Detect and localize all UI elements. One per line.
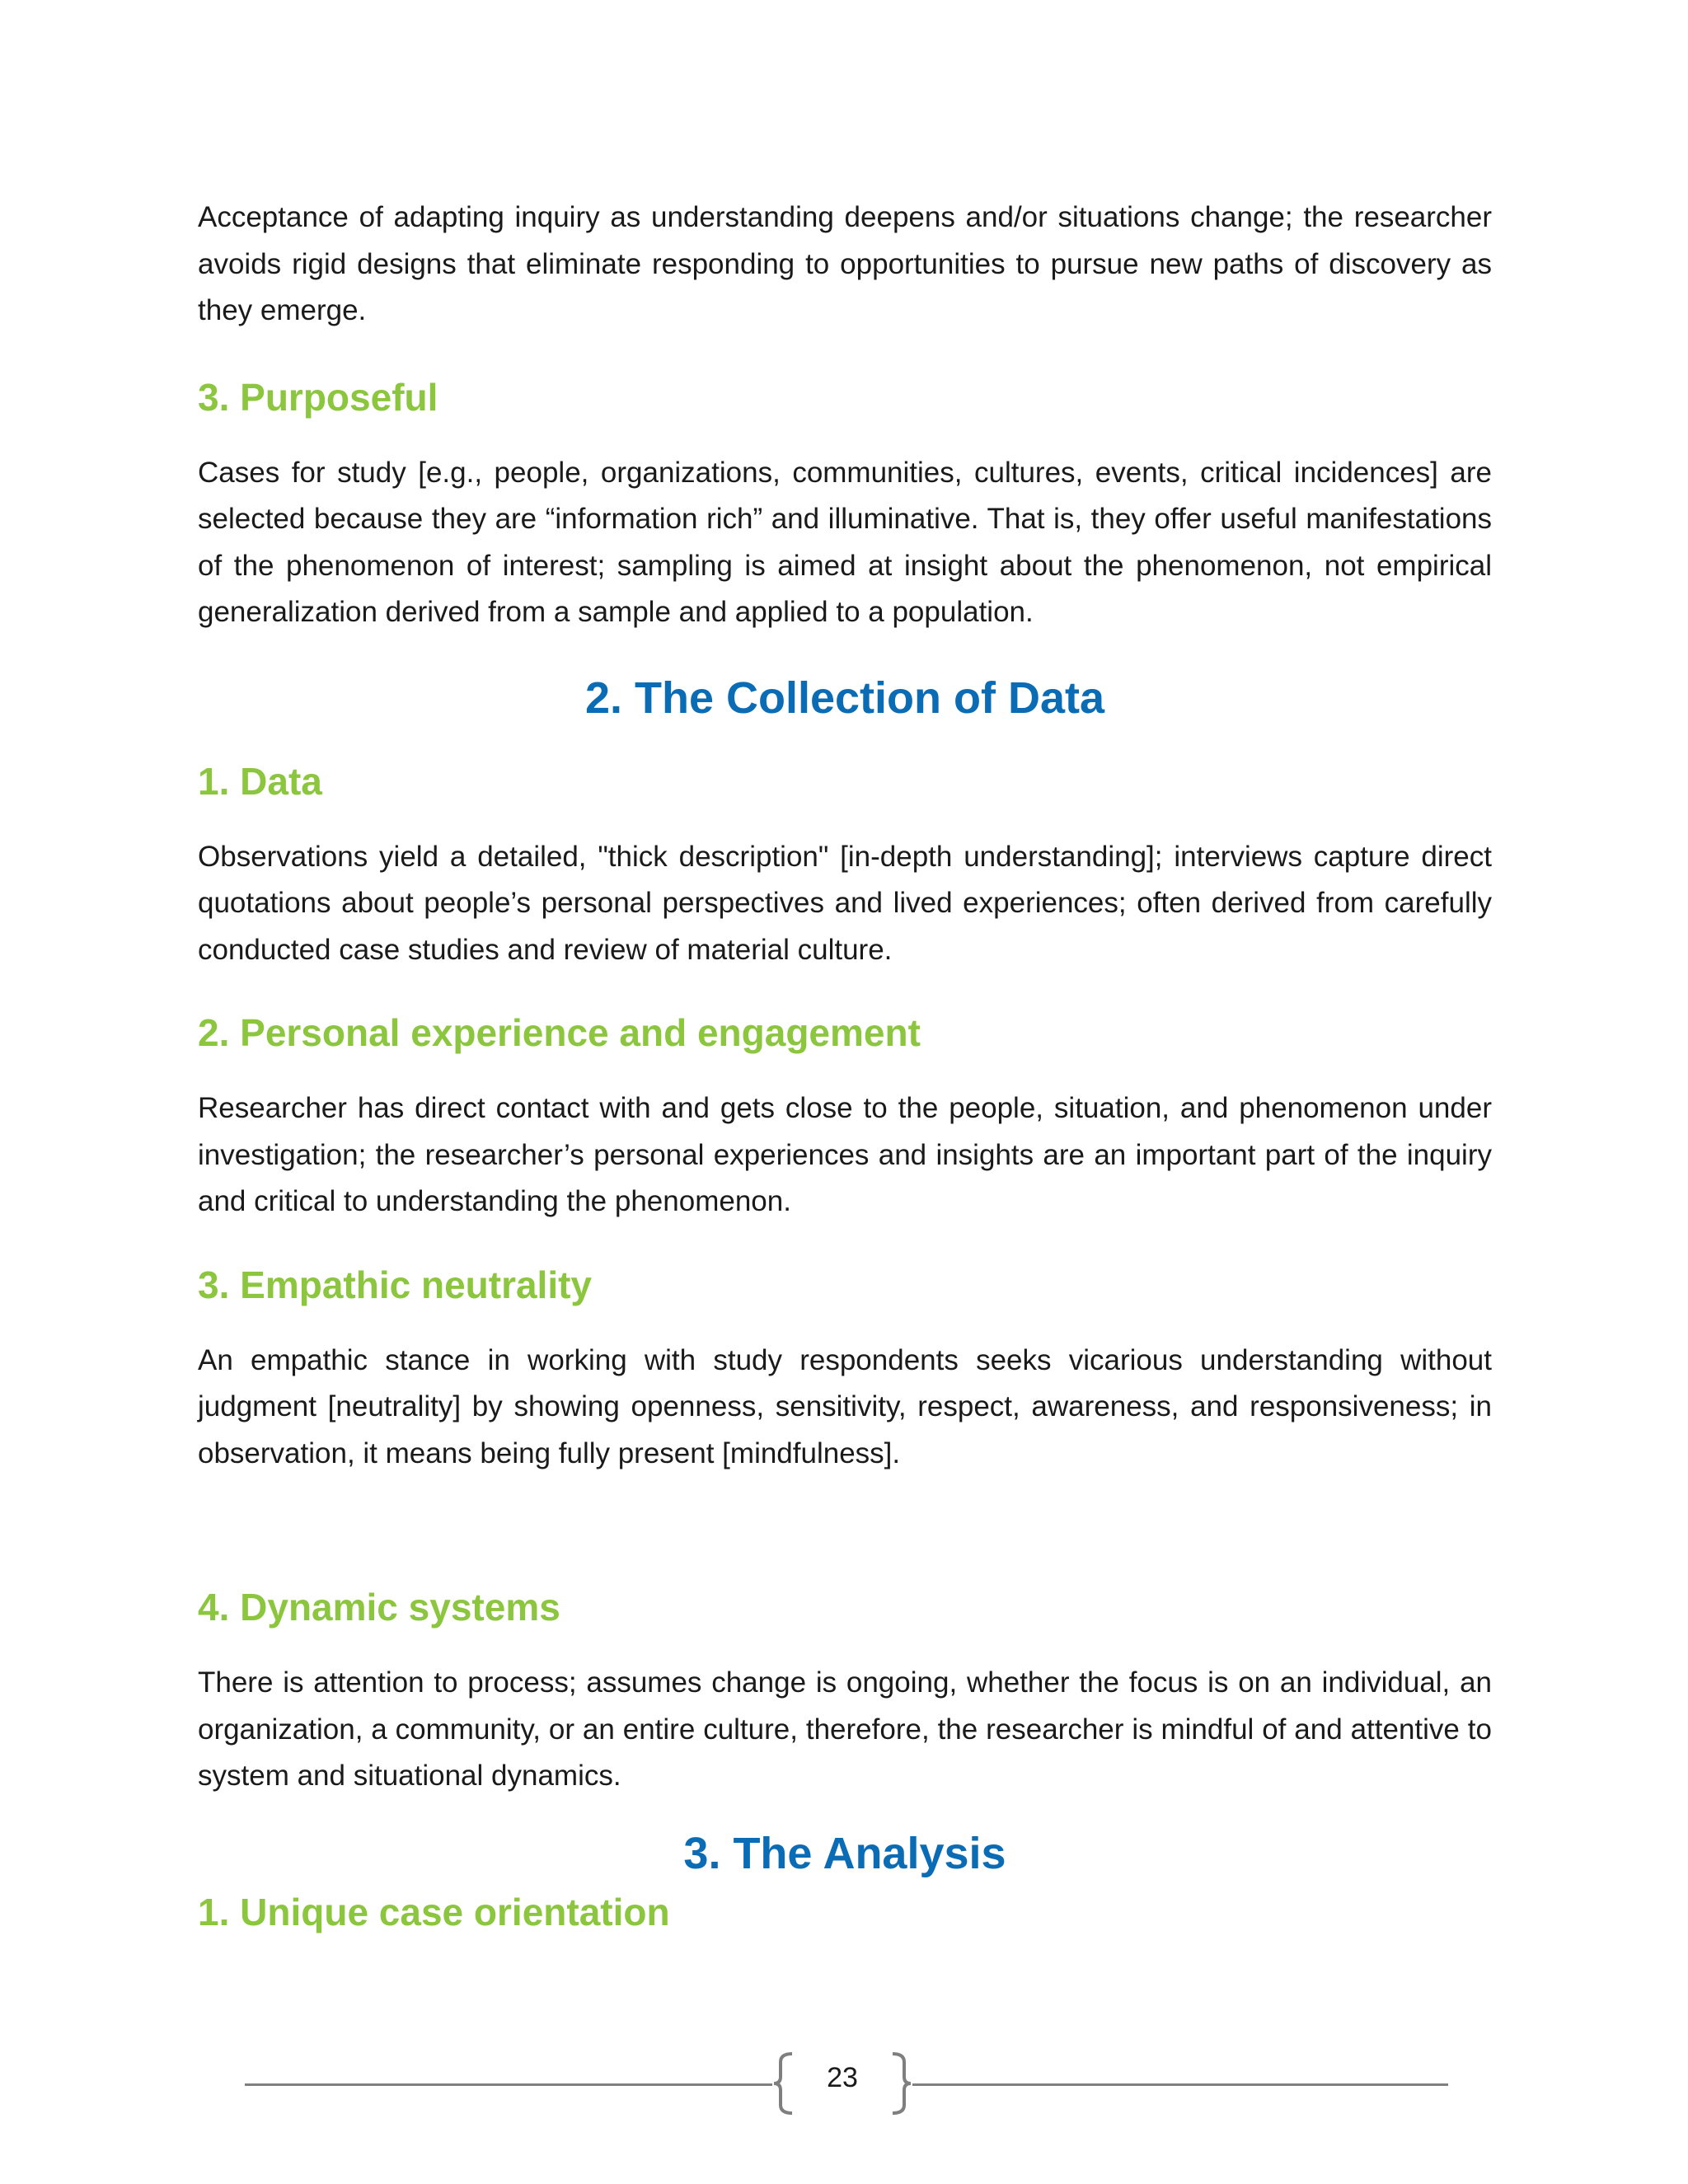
personal-experience-heading: 2. Personal experience and engagement bbox=[198, 1011, 921, 1054]
analysis-section-heading: 3. The Analysis bbox=[683, 1828, 1006, 1878]
dynamic-systems-heading: 4. Dynamic systems bbox=[198, 1586, 560, 1629]
personal-experience-paragraph: Researcher has direct contact with and gets close to the people, situation, and phenomenon under investigation; the researcher’s personal experiences and insights are an important part of the inquiry and critical to understanding the phenomenon. bbox=[198, 1092, 1492, 1217]
page-footer bbox=[245, 2052, 1448, 2118]
unique-case-heading: 1. Unique case orientation bbox=[198, 1890, 670, 1933]
empathic-neutrality-heading: 3. Empathic neutrality bbox=[198, 1263, 593, 1306]
footer-rule-right bbox=[912, 2083, 1448, 2086]
page-content bbox=[198, 194, 1492, 1937]
dynamic-systems-paragraph: There is attention to process; assumes change is ongoing, whether the focus is on an individual, an organization, a community, or an entire culture, therefore, the researcher is mindful of and attentive to system and situational dynamics. bbox=[198, 1666, 1492, 1792]
right-brace-icon bbox=[888, 2052, 912, 2115]
intro-paragraph: Acceptance of adapting inquiry as understanding deepens and/or situations change; the researcher avoids rigid designs that eliminate responding to opportunities to pursue new paths of discovery as they emerge. bbox=[198, 201, 1492, 326]
page-number: 23 bbox=[827, 2062, 858, 2093]
data-heading: 1. Data bbox=[198, 759, 322, 803]
footer-rule-left bbox=[245, 2083, 772, 2086]
data-paragraph: Observations yield a detailed, "thick description" [in-depth understanding]; interviews capture direct quotations about people’s personal perspectives and lived experiences; often derived from carefully conducted case studies and review of material culture. bbox=[198, 840, 1492, 966]
left-brace-icon bbox=[772, 2052, 797, 2115]
purposeful-heading: 3. Purposeful bbox=[198, 375, 438, 419]
collection-section-heading: 2. The Collection of Data bbox=[584, 673, 1105, 723]
purposeful-paragraph: Cases for study [e.g., people, organizations, communities, cultures, events, critical incidences] are selected because they are “information rich” and illuminative. That is, they offer useful manifestations of the phenomenon of interest; sampling is aimed at insight about the phenomenon, not empirical generalization derived from a sample and applied to a population. bbox=[198, 456, 1492, 628]
empathic-neutrality-paragraph: An empathic stance in working with study respondents seeks vicarious understanding without judgment [neutrality] by showing openness, sensitivity, respect, awareness, and responsiveness; in observation, it means being fully present [mindfulness]. bbox=[198, 1343, 1492, 1469]
